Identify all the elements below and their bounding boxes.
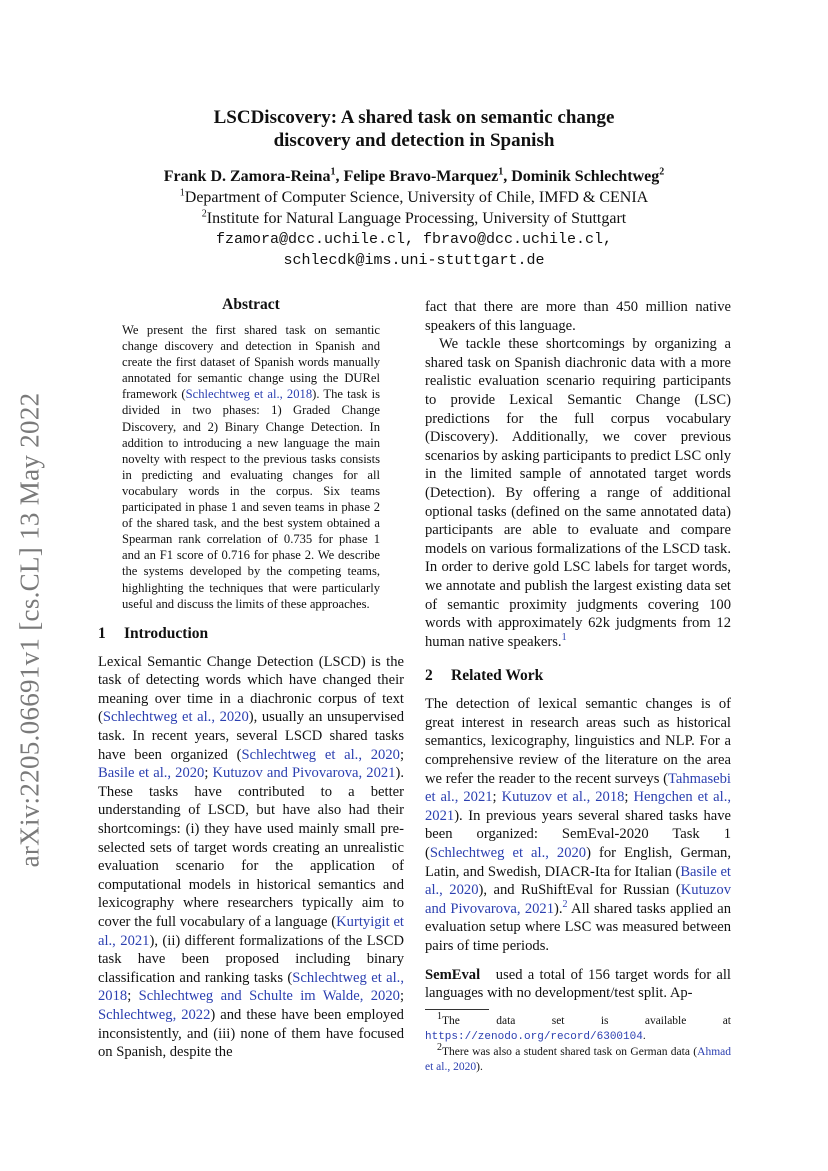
introduction-paragraph: Lexical Semantic Change Detection (LSCD) is the task of detecting words which have changed their meaning over time in a diachronic corpus of text (Schlechtweg et al., 2020), usually an unsupervised task. In recent years, several LSCD shared tasks have been organized (Schlechtweg et al., 2020; Basile et al., 2020; Kutuzov and Pivovarova, 2021). These tasks have contributed to a better understanding of LSCD, but have also had their shortcomings: (i) they have used mainly small pre-selected sets of target words creating an unrealistic evaluation scenario for the application of computational models in historical semantics and lexicography where researchers typically aim to cover the full vocabulary of a language (Kurtyigit et al., 2021), (ii) different formalizations of the LSCD task have been proposed including binary classification and ranking tasks (Schlechtweg et al., 2018; Schlechtweg and Schulte im Walde, 2020; Schlechtweg, 2022) and these have been employed inconsistently, and (iii) none of them have focused on Spanish, despite the — [98, 653, 404, 1061]
intro-paragraph-2: We tackle these shortcomings by organizing a shared task on Spanish diachronic data with a more realistic evaluation scenario requiring participants to provide Lexical Semantic Change (LSC) predictions for the full corpus vocabulary (Discovery). Additionally, we cover previous scenarios by asking participants to predict LSC only in the limited sample of annotated target words (Detection). By offering a range of additional optional tasks (defined on the same annotated data) participants are able to evaluate and compare models on various formalizations of the LSCD task. In order to derive gold LSC labels for target words, we annotate and publish the largest existing data set of semantic proximity judgments covering 100 words with approximately 62k judgments from 12 human native speakers.$^1$ — [425, 336, 731, 650]
citation-link[interactable]: Kutuzov and Pivovarova, 2021 — [212, 765, 396, 782]
citation-link[interactable]: Schlechtweg, 2022 — [98, 1006, 211, 1023]
left-column — [98, 296, 404, 1062]
citation-link[interactable]: Basile et al., 2020 — [425, 863, 731, 899]
abstract-text: We present the first shared task on semantic change discovery and detection in Spanish and create the first dataset of Spanish words manually annotated for semantic change using the DURel framework (Schlechtweg et al., 2018). The task is divided in two phases: 1) Graded Change Discovery, and 2) Binary Change Detection. In addition to introducing a new language the main novelty with respect to the previous tasks consists in predicting and evaluating changes for all vocabulary words in the corpus. Six teams participated in phase 1 and seven teams in phase 2 of the shared task, and the best system obtained a Spearman rank correlation of 0.735 for phase 1 and an F1 score of 0.716 for phase 2. We describe the systems developed by the competing teams, highlighting the techniques that were particularly useful and discuss the limits of these approaches. — [122, 323, 380, 611]
citation-link[interactable]: Hengchen et al., 2021 — [425, 789, 731, 824]
footnote-1: $^1$The data set is available at https://zenodo.org/record/6300104. — [425, 1010, 731, 1043]
footnote-ref-2[interactable]: 2 — [562, 898, 568, 910]
related-work-paragraph: The detection of lexical semantic changes is of great interest in research areas such as historical semantics, lexicography, linguistics and NLP. For a comprehensive review of the literature on the area we refer the reader to the recent surveys (Tahmasebi et al., 2021; Kutuzov et al., 2018; Hengchen et al., 2021). In previous years several shared tasks have been organized: SemEval-2020 Task 1 (Schlechtweg et al., 2020) for English, German, Latin, and Swedish, DIACR-Ita for Italian (Basile et al., 2020), and RuShiftEval for Russian (Kutuzov and Pivovarova, 2021).$^2$ All shared tasks applied an evaluation setup where LSC was measured between pairs of time periods. — [425, 696, 731, 954]
footnote-2: $^2$There was also a student shared task on German data (Ahmad et al., 2020). — [425, 1041, 731, 1073]
citation-link[interactable]: Basile et al., 2020 — [98, 765, 205, 782]
email-line-2: schlecdk@ims.uni-stuttgart.de — [283, 252, 545, 269]
title-line-2: discovery and detection in Spanish — [273, 130, 555, 151]
paper-title — [0, 106, 828, 152]
arxiv-stamp: arXiv:2205.06691v1 [cs.CL] 13 May 2022 — [14, 392, 45, 868]
right-column — [425, 298, 731, 1075]
citation-link[interactable]: Kurtyigit et al., 2021 — [98, 914, 404, 949]
citation-link[interactable]: Kutuzov et al., 2018 — [501, 789, 625, 806]
citation-link[interactable]: Schlechtweg et al., 2018 — [185, 387, 313, 402]
semeval-paragraph: SemEval used a total of 156 target words for all languages with no development/test split. Ap- — [425, 966, 731, 1002]
affiliation-2: $^2$Institute for Natural Language Processing, University of Stuttgart — [201, 208, 627, 227]
dataset-url-link[interactable]: https://zenodo.org/record/6300104 — [425, 1030, 643, 1043]
section-heading-introduction: 1 Introduction — [98, 624, 209, 642]
citation-link[interactable]: Ahmad et al., 2020 — [425, 1045, 731, 1073]
intro-continuation: fact that there are more than 450 million native speakers of this language. — [425, 299, 731, 334]
author-block — [0, 166, 828, 271]
affiliation-1: $^1$Department of Computer Science, University of Chile, IMFD & CENIA — [179, 187, 649, 206]
section-heading-related-work: 2 Related Work — [425, 667, 544, 685]
title-line-1: LSCDiscovery: A shared task on semantic change — [213, 107, 615, 128]
abstract-heading: Abstract — [222, 296, 280, 313]
citation-link[interactable]: Kutuzov and Pivovarova, 2021 — [425, 882, 731, 917]
citation-link[interactable]: Schlechtweg et al., 2020 — [429, 845, 587, 862]
citation-link[interactable]: Schlechtweg et al., 2020 — [241, 746, 400, 763]
citation-link[interactable]: Schlechtweg et al., 2020 — [102, 709, 249, 726]
citation-link[interactable]: Schlechtweg and Schulte im Walde, 2020 — [138, 988, 400, 1005]
footnote-ref-1[interactable]: 1 — [561, 631, 567, 643]
semeval-run-in-heading: SemEval — [425, 966, 481, 983]
citation-link[interactable]: Schlechtweg et al., 2018 — [98, 969, 404, 1005]
author-names: Frank D. Zamora-Reina$^1$, Felipe Bravo-Marquez$^1$, Dominik Schlechtweg$^2$ — [163, 166, 665, 185]
email-line-1: fzamora@dcc.uchile.cl, fbravo@dcc.uchile.cl, — [215, 231, 613, 248]
footnote-rule — [425, 1009, 489, 1010]
citation-link[interactable]: Tahmasebi et al., 2021 — [425, 770, 731, 806]
